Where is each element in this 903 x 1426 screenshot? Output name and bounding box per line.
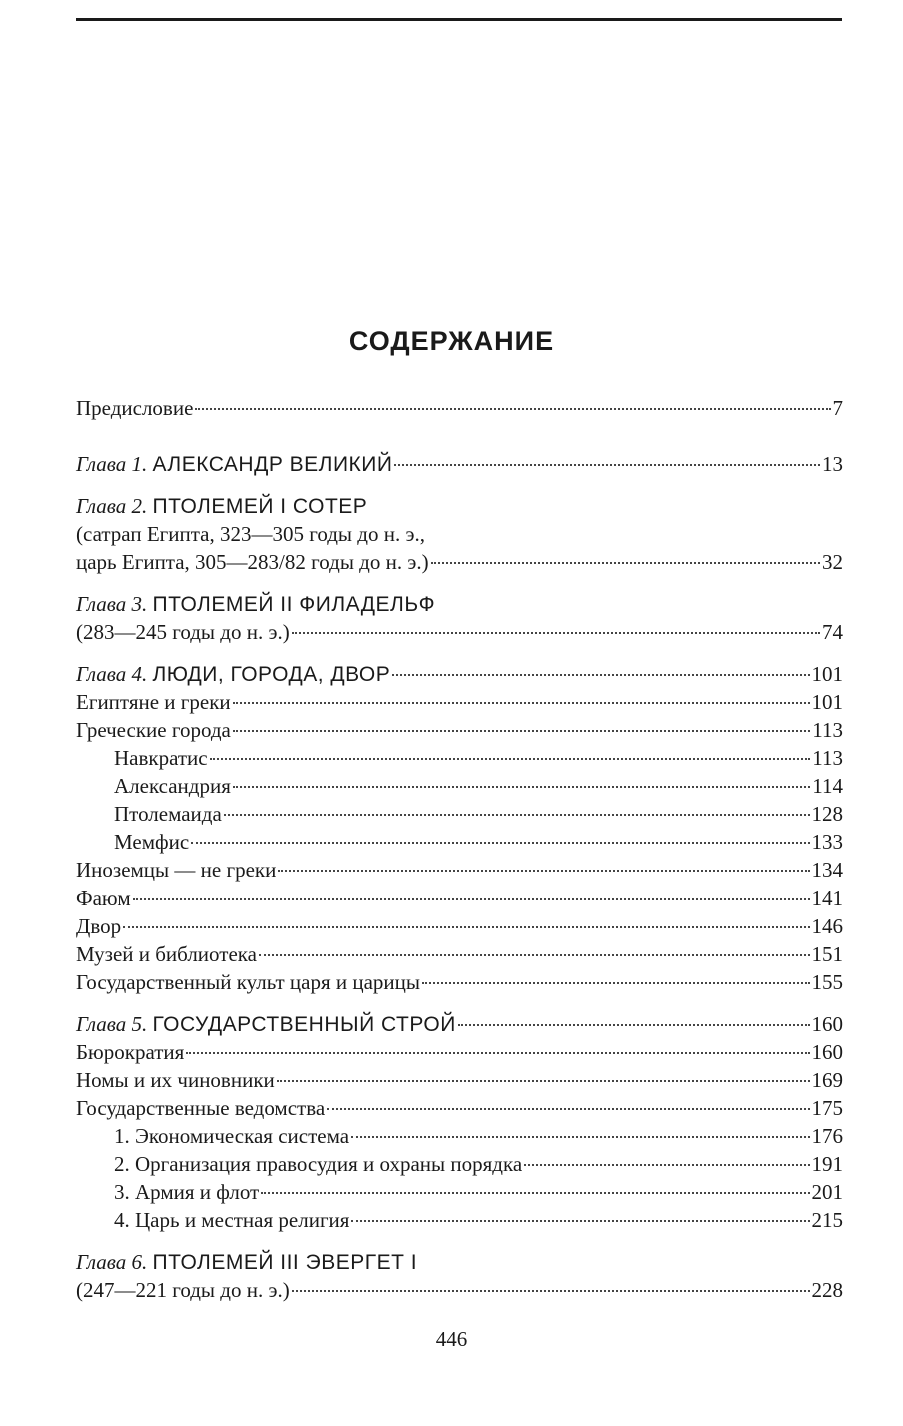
toc-page-number: 160 [811,1040,843,1064]
toc-page-number: 134 [811,858,843,882]
toc-section[interactable] [76,968,843,996]
dot-leader [233,786,810,788]
chapter-label: Глава 2. [76,494,148,518]
dot-leader [233,730,810,732]
toc-page-number: 74 [822,620,843,644]
toc-page-number: 113 [812,718,843,742]
toc-page-number: 146 [811,914,843,938]
dot-leader [392,674,809,676]
chapter-title: АЛЕКСАНДР ВЕЛИКИЙ [152,453,393,476]
dot-leader [195,408,830,410]
toc-subsection[interactable] [76,828,843,856]
toc-section[interactable] [76,884,843,912]
toc-subsection[interactable] [76,1122,843,1150]
toc-entry-text: 2. Организация правосудия и охраны порядка [114,1152,523,1176]
dot-leader [327,1108,809,1110]
toc-subsection[interactable] [76,1150,843,1178]
toc-chapter-2[interactable] [76,492,843,520]
toc-chapter-6[interactable] [76,1248,843,1276]
toc-entry-text: 1. Экономическая система [114,1124,350,1148]
dot-leader [292,1290,810,1292]
toc-section[interactable] [76,940,843,968]
chapter-label: Глава 3. [76,592,148,616]
chapter-label: Глава 1. [76,452,148,476]
dot-leader [210,758,811,760]
toc-entry-text: Музей и библиотека [76,942,257,966]
chapter-label: Глава 6. [76,1250,148,1274]
toc-page-number: 191 [811,1152,843,1176]
toc-subsection[interactable] [76,772,843,800]
toc-chapter-6-pageline[interactable] [76,1276,843,1304]
toc-entry-text: 4. Царь и местная религия [114,1208,350,1232]
toc-entry-text: Мемфис [114,830,190,854]
toc-subsection[interactable] [76,1178,843,1206]
toc-entry-text: Греческие города [76,718,231,742]
toc-section[interactable] [76,688,843,716]
toc-page-number: 176 [811,1124,843,1148]
toc-section[interactable] [76,1094,843,1122]
chapter-label: Глава 5. [76,1012,148,1036]
toc-entry-preface[interactable] [76,394,843,422]
chapter-subtitle: царь Египта, 305—283/82 годы до н. э.) [76,550,429,574]
toc-page-number: 114 [812,774,843,798]
chapter-title: ГОСУДАРСТВЕННЫЙ СТРОЙ [152,1013,456,1036]
chapter-label: Глава 4. [76,662,148,686]
toc-entry-text: Бюрократия [76,1040,185,1064]
toc-chapter-4[interactable] [76,660,843,688]
toc-page-number: 133 [811,830,843,854]
toc-page-number: 228 [811,1278,843,1302]
toc-page-number: 141 [811,886,843,910]
table-of-contents [76,394,843,1304]
toc-entry-text: Номы и их чиновники [76,1068,275,1092]
toc-entry-text: Предисловие [76,396,194,420]
dot-leader [351,1136,809,1138]
toc-chapter-5[interactable] [76,1010,843,1038]
toc-entry-text: 3. Армия и флот [114,1180,260,1204]
toc-section[interactable] [76,912,843,940]
toc-subsection[interactable] [76,744,843,772]
toc-entry-text: Египтяне и греки [76,690,231,714]
toc-entry-text: Птолемаида [114,802,222,826]
dot-leader [524,1164,809,1166]
toc-entry-text: Государственные ведомства [76,1096,326,1120]
toc-entry-text: Двор [76,914,122,938]
toc-page-number: 175 [811,1096,843,1120]
chapter-subtitle: (247—221 годы до н. э.) [76,1278,290,1302]
dot-leader [224,814,810,816]
toc-subsection[interactable] [76,1206,843,1234]
toc-entry-text: Навкратис [114,746,208,770]
toc-entry-text: Государственный культ царя и царицы [76,970,420,994]
toc-chapter-3-pageline[interactable] [76,618,843,646]
dot-leader [351,1220,809,1222]
dot-leader [186,1052,809,1054]
dot-leader [261,1192,809,1194]
toc-chapter-3[interactable] [76,590,843,618]
dot-leader [431,562,820,564]
toc-subsection[interactable] [76,800,843,828]
toc-section[interactable] [76,716,843,744]
page-title: СОДЕРЖАНИЕ [348,326,555,356]
toc-page-number: 101 [811,690,843,714]
toc-entry-text: Александрия [114,774,231,798]
chapter-subtitle: (сатрап Египта, 323—305 годы до н. э., [76,522,425,546]
toc-page-number: 155 [811,970,843,994]
dot-leader [259,954,810,956]
toc-section[interactable] [76,1038,843,1066]
chapter-title: ПТОЛЕМЕЙ I СОТЕР [152,495,368,518]
dot-leader [191,842,809,844]
toc-page-number: 169 [811,1068,843,1092]
toc-section[interactable] [76,1066,843,1094]
chapter-subtitle: (283—245 годы до н. э.) [76,620,290,644]
toc-section[interactable] [76,856,843,884]
dot-leader [123,926,809,928]
dot-leader [133,898,810,900]
toc-page-number: 215 [811,1208,843,1232]
toc-entry-text: Иноземцы — не греки [76,858,277,882]
toc-entry-text: Фаюм [76,886,131,910]
toc-page-number: 32 [822,550,843,574]
dot-leader [233,702,810,704]
dot-leader [458,1024,810,1026]
dot-leader [394,464,820,466]
toc-page-number: 151 [811,942,843,966]
toc-page-number: 113 [812,746,843,770]
chapter-title: ПТОЛЕМЕЙ III ЭВЕРГЕТ I [152,1251,418,1274]
dot-leader [278,870,809,872]
chapter-title: ПТОЛЕМЕЙ II ФИЛАДЕЛЬФ [152,593,436,616]
toc-page-number: 128 [811,802,843,826]
toc-chapter-1[interactable] [76,450,843,478]
page-number: 446 [435,1327,468,1351]
top-rule [76,18,842,21]
toc-page-number: 13 [822,452,843,476]
toc-page-number: 160 [811,1012,843,1036]
toc-page-number: 101 [811,662,843,686]
dot-leader [422,982,810,984]
toc-page-number: 7 [832,396,843,420]
dot-leader [292,632,820,634]
toc-page-number: 201 [811,1180,843,1204]
dot-leader [277,1080,810,1082]
chapter-title: ЛЮДИ, ГОРОДА, ДВОР [152,663,391,686]
toc-chapter-2-pageline[interactable] [76,548,843,576]
